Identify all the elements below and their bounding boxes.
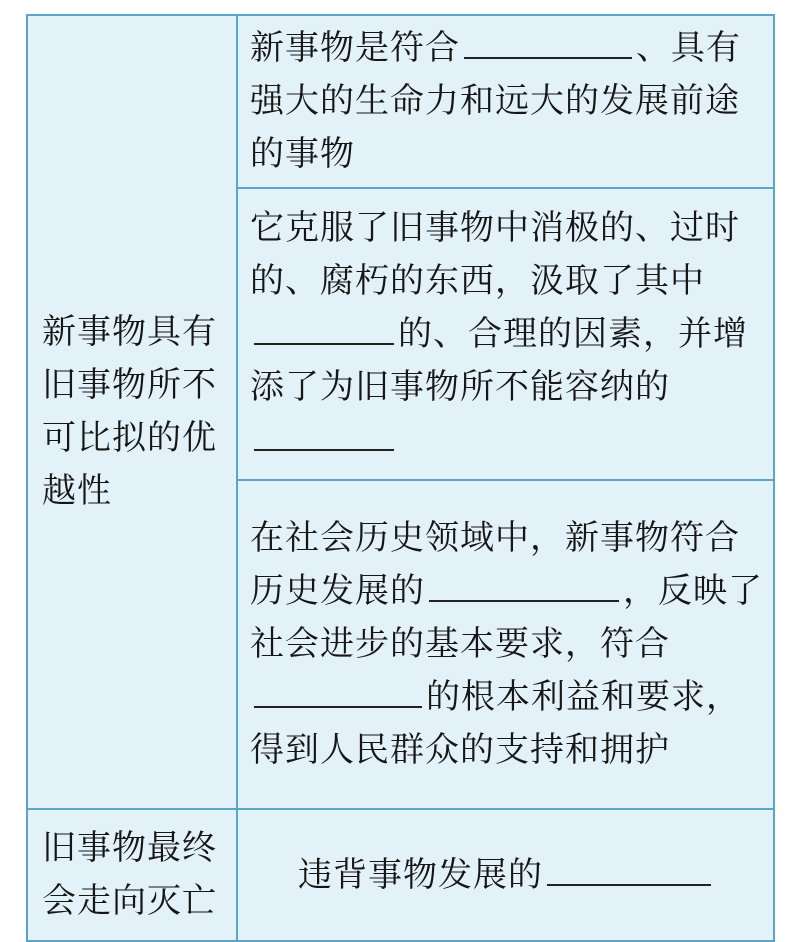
fill-blank-3[interactable] [254,415,394,451]
summary-table [26,14,775,942]
text-segment: ，反映了社会进步的基本要求，符合 [250,571,763,664]
text-segment: 、具有强大的生命力和远大的发展前途的事物 [250,28,741,174]
fill-blank-4[interactable] [429,566,619,602]
fill-blank-5[interactable] [254,672,422,708]
text-segment: 它克服了旧事物中消极的、过时的、腐朽的东西，汲取了其中 [250,207,740,301]
demise-label: 旧事物最终会走向灭亡 [42,828,217,921]
text-segment: 新事物是符合 [250,28,460,68]
demise-label-cell [27,809,237,941]
cell-demise-reason [237,809,774,941]
superiority-label-cell [27,15,237,809]
text-segment: 的、合理的因素，并增添了为旧事物所不能容纳的 [250,313,748,407]
table-row [27,15,774,188]
fill-blank-2[interactable] [254,309,394,345]
text-segment: 的根本利益和要求，得到人民群众的支持和拥护 [250,677,741,770]
cell-new-things-definition [237,15,774,188]
fill-blank-1[interactable] [464,23,632,59]
table-row [27,809,774,941]
text-segment: 在社会历史领域中，新事物符合历史发展的 [250,518,740,611]
superiority-label: 新事物具有旧事物所不可比拟的优越性 [42,312,217,511]
text-segment: 违背事物发展的 [298,854,543,895]
fill-blank-6[interactable] [547,850,711,886]
cell-overcomes-old [237,188,774,480]
cell-social-history [237,480,774,809]
